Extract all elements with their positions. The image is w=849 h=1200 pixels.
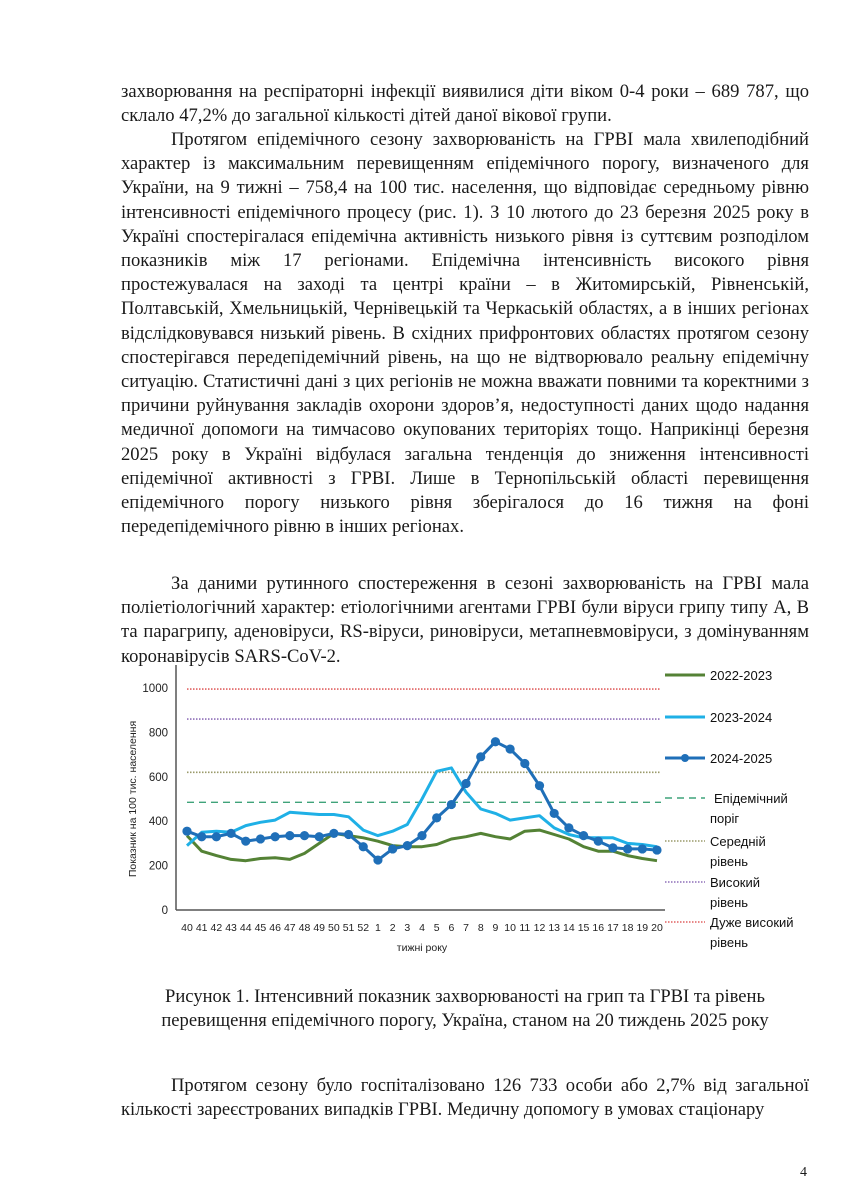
- x-tick-label: 17: [607, 922, 619, 934]
- data-point: [329, 829, 338, 838]
- data-point: [506, 744, 515, 753]
- legend-label: рівень: [710, 895, 749, 910]
- x-tick-label: 10: [504, 922, 516, 934]
- data-point: [212, 832, 221, 841]
- legend-label: поріг: [710, 811, 740, 826]
- x-axis-label: тижні року: [396, 942, 448, 954]
- y-tick-label: 600: [148, 771, 168, 784]
- x-tick-label: 44: [239, 922, 252, 934]
- data-point: [226, 829, 235, 838]
- legend-label: рівень: [710, 935, 749, 950]
- data-point: [182, 827, 191, 836]
- x-tick-label: 51: [342, 922, 355, 934]
- y-tick-label: 1000: [142, 683, 168, 695]
- data-point: [535, 781, 544, 790]
- data-point: [623, 844, 632, 853]
- legend-label: Дуже високий: [710, 915, 794, 930]
- x-tick-label: 42: [210, 922, 223, 934]
- paragraph-hospitalization: Протягом сезону було госпіталізовано 126 733 особи або 2,7% від загальної кількості зареєстрованих випадків ГРВІ. Медичну допомогу в умовах стаціонару: [121, 1075, 809, 1121]
- x-tick-label: 49: [313, 922, 326, 934]
- x-tick-label: 3: [404, 922, 411, 934]
- x-tick-label: 20: [651, 922, 663, 934]
- data-point: [359, 842, 368, 851]
- data-point: [285, 831, 294, 840]
- x-tick-label: 6: [448, 922, 455, 934]
- y-tick-label: 800: [148, 727, 168, 740]
- x-tick-label: 40: [181, 922, 193, 934]
- x-tick-label: 16: [592, 922, 605, 934]
- paragraph-etiology: За даними рутинного спостереження в сезоні захворюваність на ГРВІ мала поліетіологічний характер: етіологічними агентами ГРВІ були віруси грипу типу А, В та парагрипу, аденовіруси, RS-віруси, риновіруси, метапневмовіруси, з домінуванням коронавірусів SARS-CoV-2.: [121, 573, 809, 667]
- paragraph-intro-continuation: захворювання на респіраторні інфекції виявилися діти віком 0-4 роки – 689 787, що склало 47,2% до загальної кількості дітей даної вікової групи.: [121, 81, 809, 127]
- data-point: [564, 823, 573, 832]
- x-tick-label: 47: [283, 922, 296, 934]
- data-point: [550, 809, 559, 818]
- legend-label: Епідемічний: [714, 791, 788, 806]
- figure-caption: Рисунок 1. Інтенсивний показник захворюваності на грип та ГРВІ та рівень перевищення епідемічного порогу, Україна, станом на 20 тиждень 2025 року: [161, 986, 769, 1031]
- x-tick-label: 19: [636, 922, 649, 934]
- x-tick-label: 50: [328, 922, 340, 934]
- data-point: [608, 843, 617, 852]
- data-point: [241, 837, 250, 846]
- legend-marker: [681, 754, 689, 762]
- y-axis-label: Показник на 100 тис. населення: [127, 720, 139, 878]
- data-point: [447, 800, 456, 809]
- data-point: [315, 832, 324, 841]
- legend-label: Високий: [710, 875, 761, 890]
- x-tick-label: 41: [195, 922, 208, 934]
- data-point: [652, 845, 661, 854]
- data-point: [638, 844, 647, 853]
- x-tick-label: 18: [621, 922, 634, 934]
- legend-label: Середній: [710, 834, 766, 849]
- y-tick-label: 0: [161, 905, 168, 917]
- data-point: [432, 813, 441, 822]
- x-tick-label: 46: [269, 922, 281, 934]
- x-tick-label: 2: [389, 922, 396, 934]
- paragraph-epidemic-season: Протягом епідемічного сезону захворюваність на ГРВІ мала хвилеподібний характер із максимальним перевищенням епідемічного порогу, визначеного для України, на 9 тижні – 758,4 на 100 тис. населення, що відповідає середньому рівню інтенсивності епідемічного процесу (рис. 1). З 10 лютого до 23 березня 2025 року в Україні спостерігалася епідемічна активність низького рівня із суттєвим розподілом показників між 17 регіонами. Епідемічна інтенсивність високого рівня простежувалася на заході та центрі країни – в Житомирській, Рівненській, Полтавській, Хмельницькій, Чернівецькій та Черкаській областях, а в інших регіонах відслідковувався низький рівень. В східних прифронтових областях протягом сезону спостерігався передепідемічний рівень, на що не відтворювало реальну епідемічну ситуацію. Статистичні дані з цих регіонів не можна вважати повними та коректними з причини руйнування закладів охорони здоров’я, недоступності даних щодо надання медичної допомоги на тимчасово окупованих територіях тощо. Наприкінці березня 2025 року в Україні відбулася загальна тенденція до зниження інтенсивності епідемічної активності з ГРВІ. Лише в Тернопільській області перевищення епідемічного порогу низького рівня зберігалося до 16 тижня на фоні передепідемічного рівню в інших регіонах.: [121, 129, 809, 538]
- data-point: [344, 830, 353, 839]
- page-number: 4: [800, 1165, 807, 1180]
- x-tick-label: 1: [375, 922, 381, 934]
- x-tick-label: 14: [563, 922, 575, 934]
- x-tick-label: 52: [357, 922, 370, 934]
- x-tick-label: 43: [225, 922, 237, 934]
- x-tick-label: 12: [533, 922, 546, 934]
- data-point: [417, 831, 426, 840]
- x-tick-label: 8: [477, 922, 484, 934]
- data-point: [476, 752, 485, 761]
- data-point: [388, 844, 397, 853]
- data-point: [403, 841, 412, 850]
- x-tick-label: 4: [419, 922, 425, 934]
- data-point: [197, 832, 206, 841]
- x-tick-label: 9: [492, 922, 499, 934]
- data-point: [373, 855, 382, 864]
- incidence-line-chart: [120, 655, 820, 955]
- y-tick-label: 200: [148, 860, 168, 873]
- x-tick-label: 13: [548, 922, 561, 934]
- data-point: [256, 834, 265, 843]
- x-tick-label: 15: [577, 922, 590, 934]
- chart-canvas: [120, 655, 820, 955]
- data-point: [594, 837, 603, 846]
- data-point: [461, 779, 470, 788]
- x-tick-label: 11: [519, 922, 531, 934]
- legend-label: 2022-2023: [710, 668, 773, 683]
- data-point: [491, 737, 500, 746]
- y-tick-label: 400: [148, 816, 168, 829]
- x-tick-label: 48: [298, 922, 311, 934]
- legend-label: рівень: [710, 854, 749, 869]
- x-tick-label: 7: [463, 922, 469, 934]
- data-point: [579, 831, 588, 840]
- data-point: [520, 759, 529, 768]
- legend-label: 2024-2025: [710, 751, 773, 766]
- x-tick-label: 5: [433, 922, 440, 934]
- legend-label: 2023-2024: [710, 710, 773, 725]
- data-point: [271, 832, 280, 841]
- x-tick-label: 45: [254, 922, 267, 934]
- data-point: [300, 831, 309, 840]
